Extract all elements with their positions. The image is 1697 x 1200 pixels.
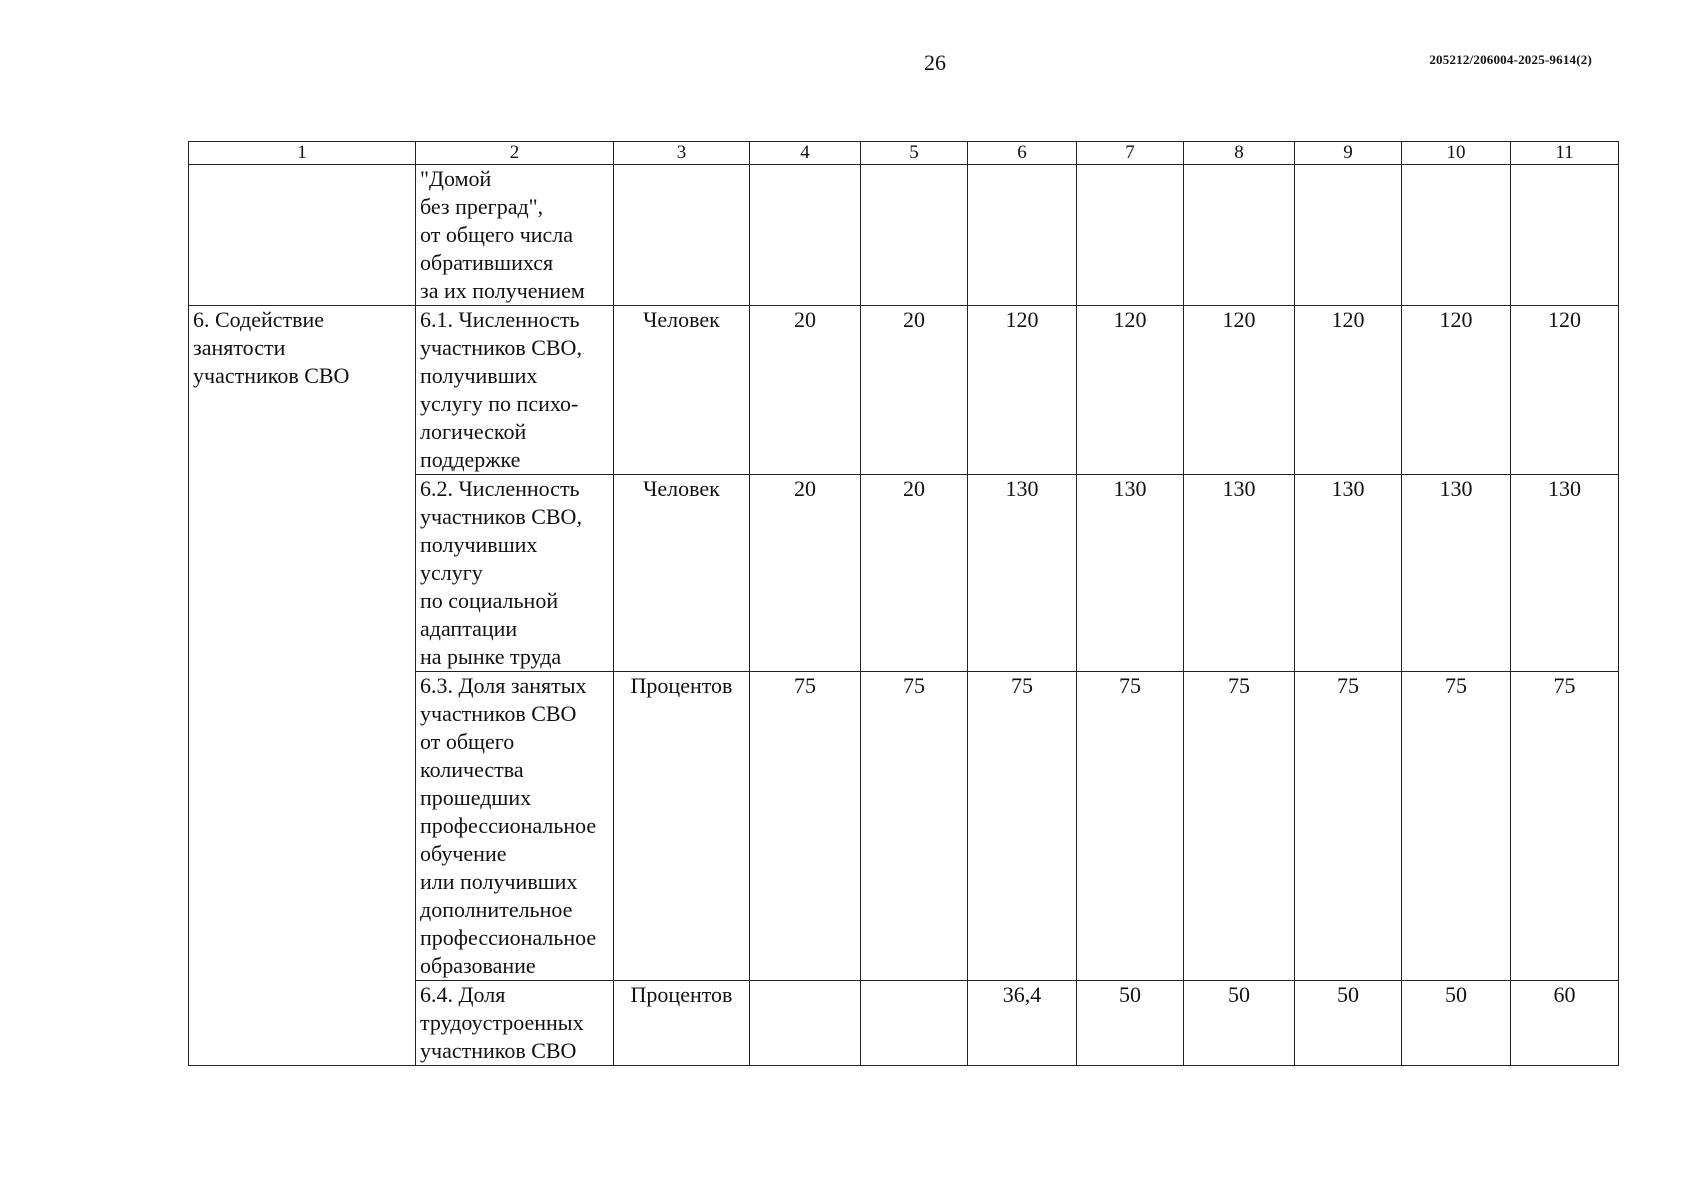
value-cell: 75 xyxy=(750,672,861,981)
value-cell xyxy=(861,981,968,1066)
column-header: 9 xyxy=(1295,142,1402,165)
value-cell xyxy=(861,165,968,306)
value-cell xyxy=(1077,165,1184,306)
value-cell xyxy=(1402,165,1511,306)
column-header: 4 xyxy=(750,142,861,165)
value-cell: 50 xyxy=(1295,981,1402,1066)
value-cell: 130 xyxy=(1077,475,1184,672)
indicator-cell: 6.3. Доля занятых участников СВО от общего количества прошедших профессиональное обучение или получивших дополнительное профессиональное образование xyxy=(416,672,614,981)
unit-cell: Человек xyxy=(614,306,750,475)
value-cell xyxy=(1184,165,1295,306)
unit-cell: Процентов xyxy=(614,672,750,981)
value-cell: 50 xyxy=(1184,981,1295,1066)
value-cell: 20 xyxy=(750,306,861,475)
indicator-cell: 6.1. Численность участников СВО, получивших услугу по психо- логической поддержке xyxy=(416,306,614,475)
column-header: 3 xyxy=(614,142,750,165)
table-row xyxy=(189,165,1619,306)
document-id: 205212/206004-2025-9614(2) xyxy=(1429,52,1592,67)
column-header: 1 xyxy=(189,142,416,165)
value-cell: 130 xyxy=(1511,475,1619,672)
value-cell xyxy=(750,165,861,306)
unit-cell: Процентов xyxy=(614,981,750,1066)
value-cell xyxy=(1295,165,1402,306)
value-cell xyxy=(1511,165,1619,306)
value-cell: 50 xyxy=(1402,981,1511,1066)
group-cell xyxy=(189,165,416,306)
value-cell xyxy=(750,981,861,1066)
value-cell: 75 xyxy=(1295,672,1402,981)
value-cell: 120 xyxy=(1511,306,1619,475)
value-cell: 75 xyxy=(1402,672,1511,981)
value-cell: 75 xyxy=(968,672,1077,981)
value-cell: 130 xyxy=(968,475,1077,672)
column-header: 5 xyxy=(861,142,968,165)
column-header: 7 xyxy=(1077,142,1184,165)
value-cell: 75 xyxy=(1184,672,1295,981)
column-number-row xyxy=(189,142,1619,165)
page-number: 26 xyxy=(924,50,946,75)
value-cell: 130 xyxy=(1402,475,1511,672)
value-cell: 120 xyxy=(968,306,1077,475)
value-cell xyxy=(968,165,1077,306)
value-cell: 130 xyxy=(1184,475,1295,672)
unit-cell: Человек xyxy=(614,475,750,672)
value-cell: 60 xyxy=(1511,981,1619,1066)
column-header: 10 xyxy=(1402,142,1511,165)
column-header: 2 xyxy=(416,142,614,165)
value-cell: 120 xyxy=(1184,306,1295,475)
value-cell: 75 xyxy=(861,672,968,981)
table-row xyxy=(189,306,1619,475)
value-cell: 75 xyxy=(1511,672,1619,981)
value-cell: 20 xyxy=(861,475,968,672)
indicator-cell: "Домой без преград", от общего числа обратившихся за их получением xyxy=(416,165,614,306)
value-cell: 50 xyxy=(1077,981,1184,1066)
value-cell: 75 xyxy=(1077,672,1184,981)
indicator-cell: 6.2. Численность участников СВО, получивших услугу по социальной адаптации на рынке труда xyxy=(416,475,614,672)
value-cell: 120 xyxy=(1402,306,1511,475)
indicator-cell: 6.4. Доля трудоустроенных участников СВО xyxy=(416,981,614,1066)
value-cell: 20 xyxy=(750,475,861,672)
column-header: 11 xyxy=(1511,142,1619,165)
value-cell: 120 xyxy=(1295,306,1402,475)
group-title-cell: 6. Содействие занятости участников СВО xyxy=(189,306,416,1066)
value-cell: 120 xyxy=(1077,306,1184,475)
unit-cell xyxy=(614,165,750,306)
value-cell: 36,4 xyxy=(968,981,1077,1066)
column-header: 8 xyxy=(1184,142,1295,165)
value-cell: 130 xyxy=(1295,475,1402,672)
value-cell: 20 xyxy=(861,306,968,475)
indicators-table xyxy=(188,141,1619,1066)
column-header: 6 xyxy=(968,142,1077,165)
